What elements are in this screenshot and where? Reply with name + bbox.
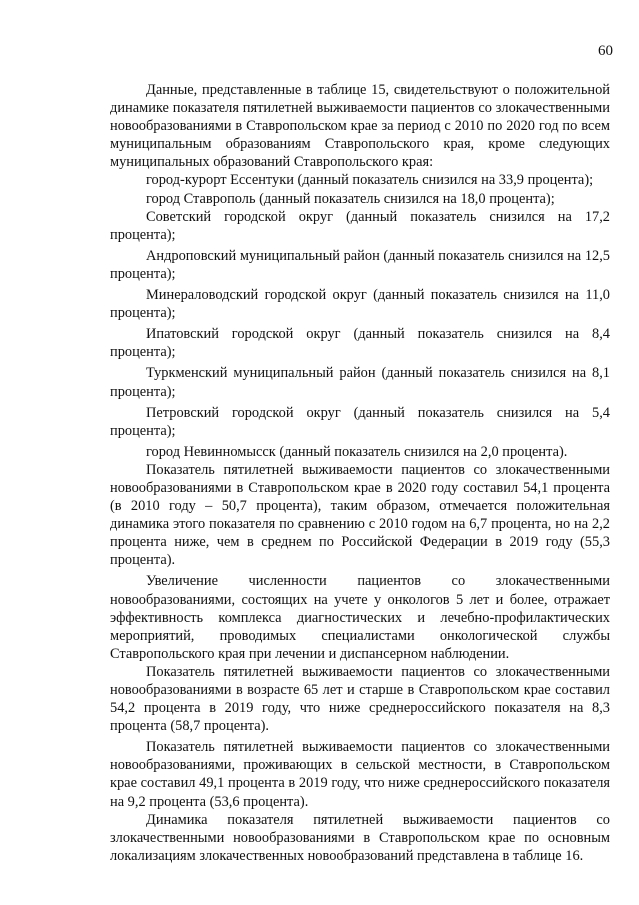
list-item-stavropol: город Ставрополь (данный показатель снизился на 18,0 процента); (146, 190, 555, 207)
paragraph-patient-growth: Увеличение численности пациентов со злокачественными новообразованиями, состоящих на учете у онкологов 5 лет и более, отражает эффективность комплекса диагностических и лечебно-профилактических мероприятий, проводимых специалистами онкологической службы Ставропольского края при лечении и диспансерном наблюдении. (110, 573, 610, 662)
page-number: 60 (598, 43, 613, 59)
body-text (110, 81, 610, 865)
paragraph-rural: Показатель пятилетней выживаемости пациентов со злокачественными новообразованиями, проживающих в сельской местности, в Ставропольском крае составил 49,1 процента в 2019 году, что ниже среднероссийского показателя на 9,2 процента (53,6 процента). (110, 739, 610, 810)
list-item-sovetsky: Советский городской округ (данный показатель снизился на 17,2 процента); (110, 208, 610, 243)
list-item-turkmensky: Туркменский муниципальный район (данный показатель снизился на 8,1 процента); (110, 365, 610, 400)
list-item-petrovsky: Петровский городской округ (данный показатель снизился на 5,4 процента); (110, 404, 610, 439)
paragraph-intro: Данные, представленные в таблице 15, свидетельствуют о положительной динамике показателя пятилетней выживаемости пациентов со злокачественными новообразованиями в Ставропольском крае за период с 2010 по 2020 год по всем муниципальным образованиям Ставропольского края, кроме следующих муниципальных образований Ставропольского края: (110, 82, 610, 171)
paragraph-table-16-ref: Динамика показателя пятилетней выживаемости пациентов со злокачественными новообразованиями в Ставропольском крае по основным локализациям злокачественных новообразований представлена в таблице 16. (110, 811, 610, 864)
list-item-nevinnomyssk: город Невинномысск (данный показатель снизился на 2,0 процента). (146, 443, 568, 460)
list-item-mineralovodsky: Минераловодский городской округ (данный показатель снизился на 11,0 процента); (110, 287, 610, 322)
list-item-essentuki: город-курорт Ессентуки (данный показатель снизился на 33,9 процента); (146, 172, 594, 189)
paragraph-survival-2020: Показатель пятилетней выживаемости пациентов со злокачественными новообразованиями в Ставропольском крае в 2020 году составил 54,1 процента (в 2010 году – 50,7 процента), таким образом, отмечается положительная динамика этого показателя по сравнению с 2010 годом на 6,7 процента, но на 2,2 процента ниже, чем в среднем по Российской Федерации в 2019 году (55,3 процента). (110, 461, 610, 569)
list-item-ipatovsky: Ипатовский городской округ (данный показатель снизился на 8,4 процента); (110, 326, 610, 361)
list-item-andropovsky: Андроповский муниципальный район (данный показатель снизился на 12,5 процента); (110, 247, 610, 282)
paragraph-age-65-plus: Показатель пятилетней выживаемости пациентов со злокачественными новообразованиями в возрасте 65 лет и старше в Ставропольском крае составил 54,2 процента в 2019 году, что ниже среднероссийского показателя на 8,3 процента (58,7 процента). (110, 663, 610, 735)
